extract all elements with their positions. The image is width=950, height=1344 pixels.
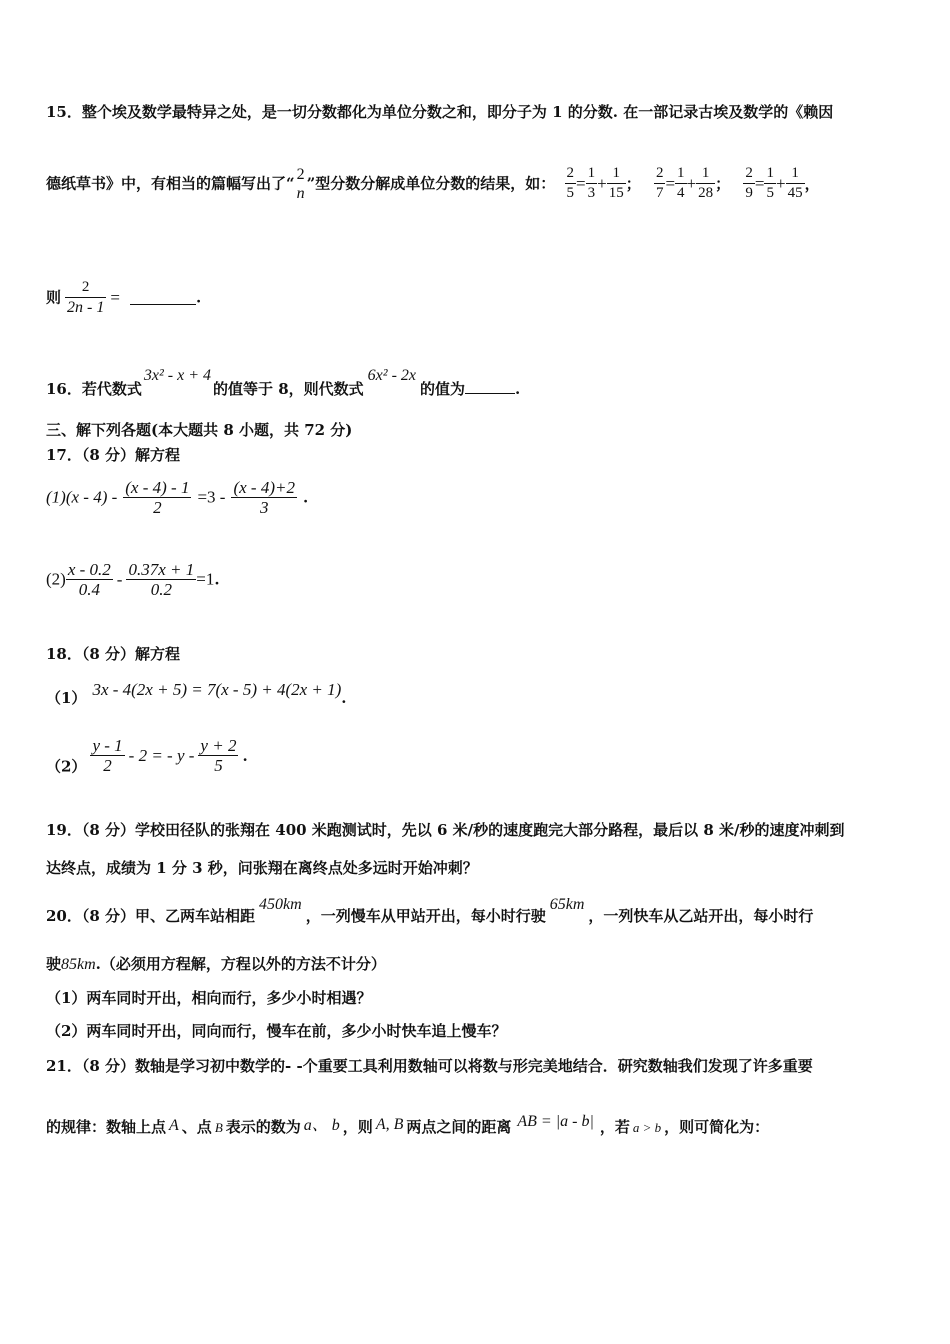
q17-eq2-frac2 <box>126 560 196 599</box>
ex3-sep: ， <box>804 174 820 193</box>
q16-expr1: 3x² - x + 4 <box>143 367 211 384</box>
q20-speed-65: 65km <box>549 896 585 913</box>
q17-eq2-f1-num: x - 0.2 <box>67 560 111 579</box>
q17-eq1-frac1 <box>123 478 191 517</box>
q21-point-a: A <box>169 1117 179 1134</box>
ex2-sep: ； <box>715 174 731 193</box>
q21-p5: 两点之间的距离 <box>406 1118 512 1136</box>
q20-c: ，一列快车从乙站开出，每小时行 <box>588 907 814 925</box>
ex3-a-num: 1 <box>766 165 774 181</box>
q16-expr2: 6x² - 2x <box>367 367 416 384</box>
q15-then: 则 <box>46 288 62 307</box>
q18-eq2-f2-den: 5 <box>198 755 238 775</box>
section3-heading: 三、解下列各题(本大题共 8 小题，共 72 分) <box>46 421 353 439</box>
ex2-lhs-den: 7 <box>655 185 664 201</box>
q20-b: ，一列慢车从甲站开出，每小时行驶 <box>305 907 546 925</box>
q17-eq2-f2-den: 0.2 <box>126 579 196 599</box>
q17-eq2-end: . <box>214 570 220 589</box>
ex2-a-den: 4 <box>677 185 685 201</box>
q21-condition: a > b <box>632 1120 662 1135</box>
q17-eq2-f1-den: 0.4 <box>66 579 113 599</box>
q18-eq1-expr: 3x - 4(2x + 5) = 7(x - 5) + 4(2x + 1) <box>92 680 342 699</box>
q21-points-ab: A, B <box>375 1116 404 1133</box>
q16-line <box>46 366 520 399</box>
q21-p3: 表示的数为 <box>225 1118 301 1136</box>
q17-eq1-f1-num: (x - 4) - 1 <box>125 478 190 497</box>
q21-line1: 21．（8 分）数轴是学习初中数学的- -个重要工具利用数轴可以将数与形完美地结合．研究数轴我们发现了许多重要 <box>46 1057 813 1075</box>
q20-line2 <box>46 954 386 975</box>
ex1-a-den: 3 <box>587 185 596 201</box>
q18-eq1-end: . <box>341 689 347 707</box>
q21-values-ab: a、 b <box>303 1117 340 1134</box>
q16-answer-blank[interactable] <box>465 379 515 394</box>
q20-distance-450: 450km <box>259 896 302 913</box>
q15-line1: 15．整个埃及数学最特异之处，是一切分数都化为单位分数之和，即分子为 1 的分数. 在一部记录古埃及数学的《赖因 <box>46 103 834 121</box>
q18-eq1-label: （1） <box>46 689 87 707</box>
q18-eq2-frac1 <box>90 736 124 775</box>
frac-den: n <box>296 184 305 202</box>
q16-b: 的值等于 8，则代数式 <box>213 380 364 398</box>
q20-line2-b: .（必须用方程解，方程以外的方法不计分） <box>95 955 386 973</box>
q15-answer-blank[interactable] <box>130 290 196 305</box>
frac-q-num: 2 <box>81 279 90 295</box>
ex1-sep: ； <box>625 174 641 193</box>
q17-title: 17．（8 分）解方程 <box>46 446 181 464</box>
example-2: $\frac{2}{7}$ = $\frac{1}{4}$ + $\frac{1}{28}$ ； <box>655 165 731 201</box>
q18-eq2-f2-num: y + 2 <box>200 736 237 755</box>
q20-speed-85: 85km <box>61 956 96 973</box>
q17-eq2-mid: - <box>116 569 123 589</box>
ex3-lhs-den: 9 <box>745 185 753 201</box>
example-1: $\frac{2}{5}$ = $\frac{1}{3}$ + $\frac{1}{15}$ ； <box>566 165 641 201</box>
ex3-a-den: 5 <box>766 185 774 201</box>
q15-line2 <box>46 164 820 203</box>
q16-a: 16．若代数式 <box>46 380 142 398</box>
q18-eq2-frac2 <box>198 736 238 775</box>
q20-line2-a: 驶 <box>46 955 62 973</box>
q18-eq2-label: （2） <box>46 757 87 776</box>
frac-2-over-2n-1 <box>65 278 106 317</box>
ex1-lhs-num: 2 <box>566 165 575 181</box>
ex3-b-num: 1 <box>791 165 799 181</box>
q16-end: . <box>515 380 521 398</box>
q21-p1: 的规律：数轴上点 <box>46 1118 167 1136</box>
q17-eq2-rhs: =1 <box>196 569 215 589</box>
q16-c: 的值为 <box>420 380 466 398</box>
frac-2-over-n <box>295 165 307 203</box>
q21-distance-formula: AB = |a - b| <box>517 1113 594 1130</box>
example-3: $\frac{2}{9}$ = $\frac{1}{5}$ + $\frac{1}{45}$ ， <box>745 165 820 201</box>
ex1-lhs-den: 5 <box>566 185 575 201</box>
ex2-a-num: 1 <box>677 165 685 181</box>
ex1-b-num: 1 <box>612 165 620 181</box>
q19-line2: 达终点，成绩为 1 分 3 秒，问张翔在离终点处多远时开始冲刺？ <box>46 859 478 877</box>
q18-eq1 <box>46 680 347 708</box>
q15-end: . <box>195 288 202 307</box>
q20-sub2: （2）两车同时开出，同向而行，慢车在前，多少小时快车追上慢车？ <box>46 1022 507 1040</box>
ex2-b-num: 1 <box>701 165 710 181</box>
q18-eq2-mid: - 2 = - y - <box>128 745 195 765</box>
q18-title: 18．（8 分）解方程 <box>46 645 181 663</box>
ex3-lhs-num: 2 <box>745 165 753 181</box>
q15-eq: = <box>110 287 120 307</box>
q20-line1 <box>46 894 813 926</box>
q21-p6: ，若 <box>599 1118 630 1136</box>
ex1-b-den: 15 <box>608 185 624 201</box>
q17-eq1-end: . <box>302 488 309 507</box>
q15-line3 <box>46 278 201 317</box>
q19-line1: 19．（8 分）学校田径队的张翔在 400 米跑测试时，先以 6 米/秒的速度跑完大部分路程，最后以 8 米/秒的速度冲刺到 <box>46 821 845 839</box>
q17-eq1-f2-num: (x - 4)+2 <box>233 478 295 497</box>
q21-p4: ，则 <box>342 1118 373 1136</box>
q21-point-b: B <box>214 1120 223 1135</box>
q17-eq1-f1-den: 2 <box>123 497 191 517</box>
q21-line2 <box>46 1112 769 1138</box>
q17-eq1-f2-den: 3 <box>231 497 297 517</box>
q20-a: 20．（8 分）甲、乙两车站相距 <box>46 907 256 925</box>
ex2-b-den: 28 <box>698 185 714 201</box>
q17-eq2-frac1 <box>66 560 113 599</box>
q17-eq1-frac2 <box>231 478 297 517</box>
q17-eq1 <box>46 478 308 517</box>
q15-line2-a: 德纸草书》中，有相当的篇幅写出了“ <box>46 174 295 193</box>
q18-eq2-f1-num: y - 1 <box>92 736 123 755</box>
q21-p7: ，则可简化为： <box>664 1118 770 1136</box>
ex3-b-den: 45 <box>787 185 803 201</box>
q17-eq1-pre: (1)(x - 4) - <box>46 487 118 507</box>
ex1-a-num: 1 <box>587 165 596 181</box>
q20-sub1: （1）两车同时开出，相向而行，多少小时相遇？ <box>46 989 372 1007</box>
q17-eq1-mid: =3 - <box>197 487 226 507</box>
q18-eq2-end: . <box>242 746 248 765</box>
q18-eq2-f1-den: 2 <box>90 755 124 775</box>
q18-eq2 <box>46 736 248 777</box>
frac-num: 2 <box>296 165 305 183</box>
ex2-lhs-num: 2 <box>655 165 664 181</box>
q21-p2: 、点 <box>181 1118 212 1136</box>
q17-eq2 <box>46 560 220 599</box>
q17-eq2-f2-num: 0.37x + 1 <box>128 560 195 579</box>
frac-q-den: 2n - 1 <box>67 299 105 316</box>
q15-line2-b: ”型分数分解成单位分数的结果，如： <box>306 174 556 193</box>
q17-eq2-pre: (2) <box>46 569 66 589</box>
